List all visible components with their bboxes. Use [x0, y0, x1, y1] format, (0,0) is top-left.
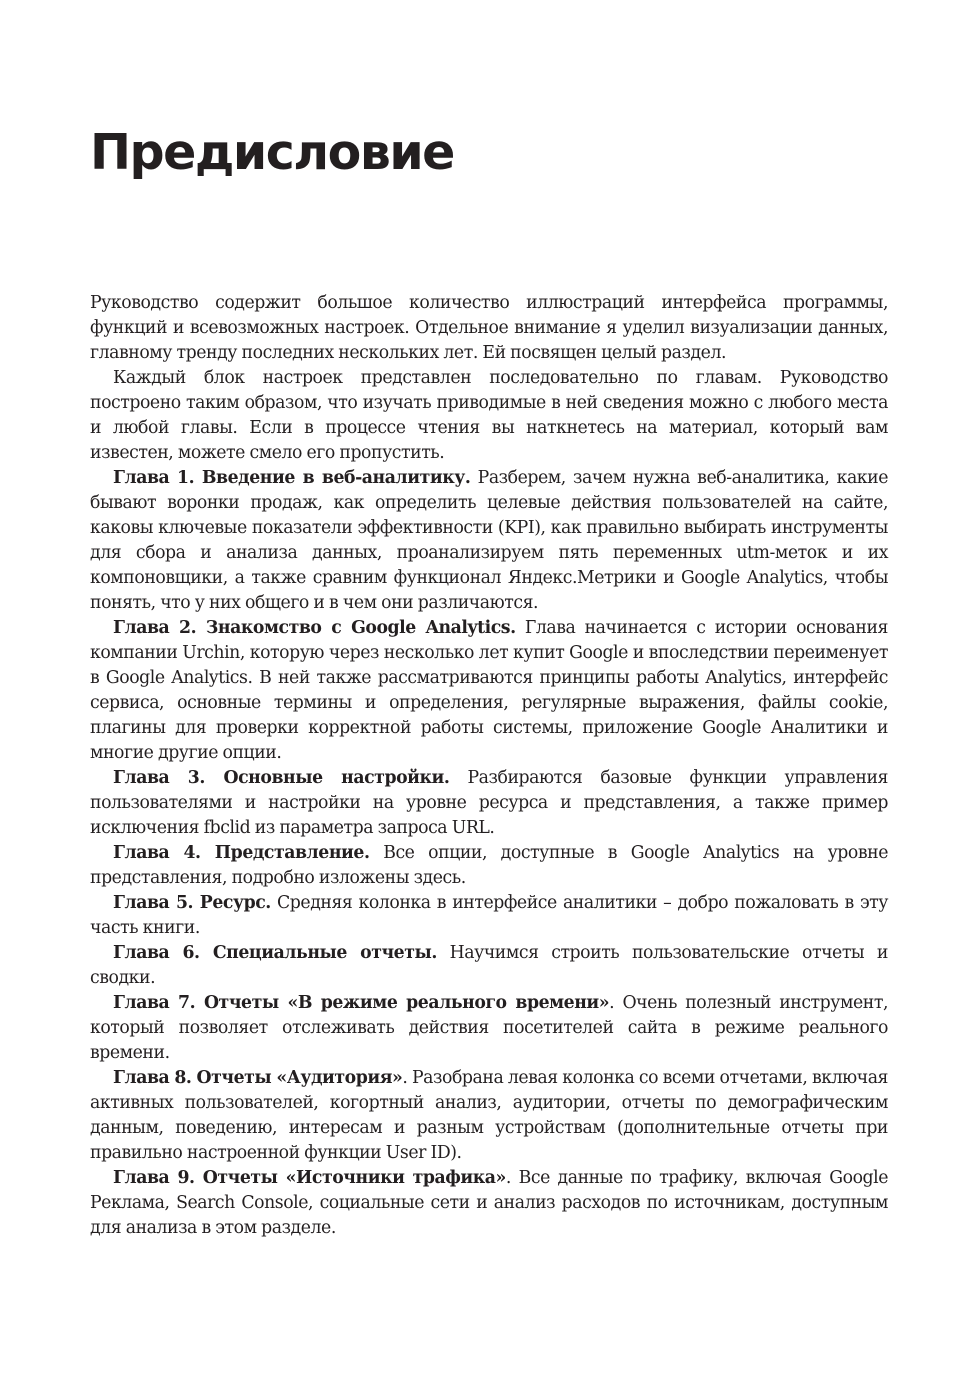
- chapter-heading: Глава 1. Введение в веб-аналитику.: [113, 468, 471, 488]
- chapter-description: Все опции, доступные в Google Analytics на уровне представления, подробно изложены здесь.: [90, 843, 888, 888]
- chapter-heading: Глава 7. Отчеты «В режиме реального времени»: [113, 993, 610, 1013]
- page-title: Предисловие: [90, 124, 454, 181]
- chapter-heading: Глава 3. Основные настройки.: [113, 768, 450, 788]
- chapter-paragraph-5: [90, 891, 888, 941]
- chapter-description: Средняя колонка в интерфейсе аналитики – добро пожаловать в эту часть книги.: [90, 893, 888, 938]
- chapter-paragraph-4: [90, 841, 888, 891]
- chapter-heading: Глава 2. Знакомство с Google Analytics.: [113, 618, 516, 638]
- chapter-description: Научимся строить пользовательские отчеты и сводки.: [90, 943, 888, 988]
- chapter-heading: Глава 4. Представление.: [113, 843, 370, 863]
- chapter-paragraph-6: [90, 941, 888, 991]
- chapter-paragraph-3: [90, 766, 888, 841]
- chapter-description: Разберем, зачем нужна веб-аналитика, какие бывают воронки продаж, как определить целевые действия пользователей на сайте, каковы ключевые показатели эффективности (KPI), как правильно выбирать инструменты для сбора и анализа данных, проанализируем пять переменных utm-меток и их компоновщики, а также сравним функционал Яндекс.Метрики и Google Analytics, чтобы понять, что у них общего и в чем они различаются.: [90, 468, 888, 613]
- chapter-heading: Глава 9. Отчеты «Источники трафика»: [113, 1168, 506, 1188]
- chapter-paragraph-9: [90, 1166, 888, 1241]
- chapter-paragraph-8: [90, 1066, 888, 1166]
- chapter-paragraph-2: [90, 616, 888, 766]
- preface-body: [90, 291, 888, 1241]
- chapter-description: . Разобрана левая колонка со всеми отчетами, включая активных пользователей, когортный анализ, аудитории, отчеты по демографическим данным, поведению, интересам и разным устройствам (дополнительные отчеты при правильно настроенной функции User ID).: [90, 1068, 888, 1163]
- chapter-heading: Глава 6. Специальные отчеты.: [113, 943, 437, 963]
- chapter-description: . Очень полезный инструмент, который позволяет отслеживать действия посетителей сайта в режиме реального времени.: [90, 993, 888, 1063]
- chapter-paragraph-7: [90, 991, 888, 1066]
- chapter-paragraph-1: [90, 466, 888, 616]
- intro-paragraph-2: Каждый блок настроек представлен последовательно по главам. Руководство построено таким образом, что изучать приводимые в ней сведения можно с любого места и любой главы. Если в процессе чтения вы наткнетесь на материал, который вам известен, можете смело его пропустить.: [90, 368, 888, 463]
- chapter-heading: Глава 5. Ресурс.: [113, 893, 271, 913]
- chapter-heading: Глава 8. Отчеты «Аудитория»: [113, 1068, 403, 1088]
- chapter-description: Разбираются базовые функции управления пользователями и настройки на уровне ресурса и представления, а также пример исключения fbclid из параметра запроса URL.: [90, 768, 888, 838]
- intro-paragraph-1: Руководство содержит большое количество иллюстраций интерфейса программы, функций и всевозможных настроек. Отдельное внимание я уделил визуализации данных, главному тренду последних нескольких лет. Ей посвящен целый раздел.: [90, 293, 888, 363]
- chapter-description: . Все данные по трафику, включая Google Реклама, Search Console, социальные сети и анализ расходов по источникам, доступным для анализа в этом разделе.: [90, 1168, 889, 1238]
- chapter-description: Глава начинается с истории основания компании Urchin, которую через несколько лет купит Google и впоследствии переименует в Google Analytics. В ней также рассматриваются принципы работы Analytics, интерфейс сервиса, основные термины и определения, регулярные выражения, файлы cookie, плагины для проверки корректной работы системы, приложение Google Аналитики и многие другие опции.: [90, 618, 888, 763]
